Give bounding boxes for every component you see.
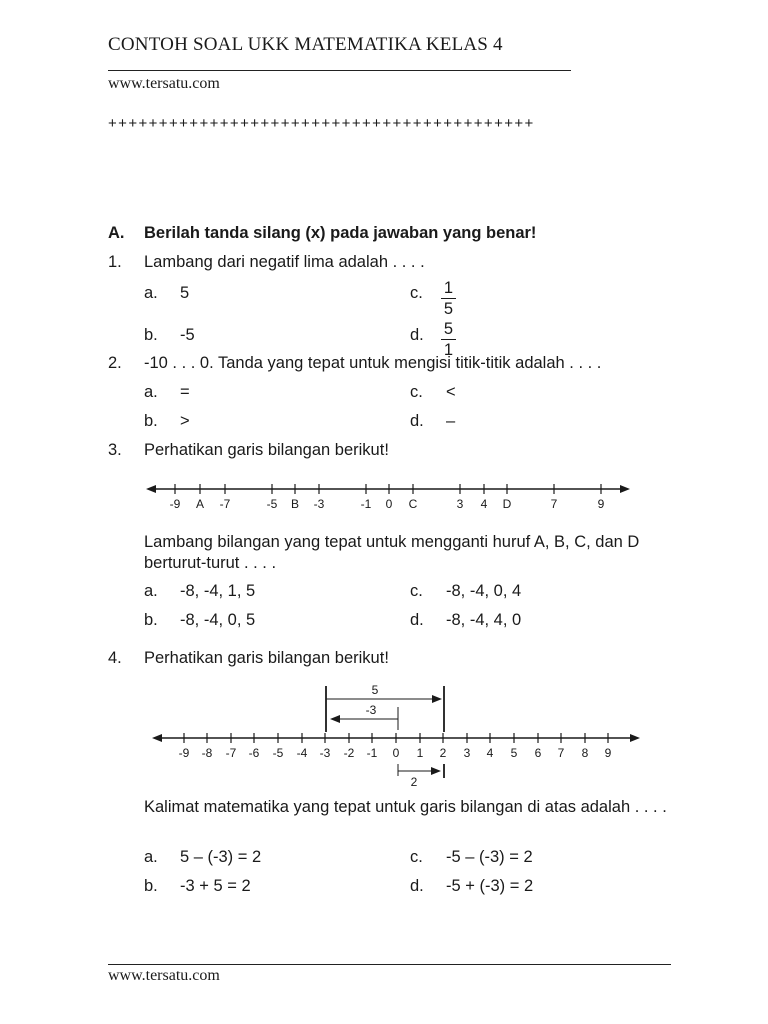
nl4-label: -6 [248, 746, 260, 760]
arrow-head-icon [432, 695, 442, 703]
nl3-label: -7 [219, 497, 231, 511]
arrow-label: 5 [371, 683, 379, 697]
question-number: 1. [108, 253, 122, 271]
nl4-label: 5 [510, 746, 518, 760]
document-title: CONTOH SOAL UKK MATEMATIKA KELAS 4 [108, 34, 503, 55]
option-value: 5 – (-3) = 2 [180, 848, 262, 866]
nl4-label: 0 [392, 746, 400, 760]
option-value: < [446, 383, 456, 401]
option-4b [144, 877, 251, 896]
option-value: -5 [180, 326, 195, 344]
nl3-label: 7 [550, 497, 558, 511]
option-2c [410, 383, 456, 402]
number-line-q4 [0, 680, 768, 800]
plus-separator: ++++++++++++++++++++++++++++++++++++++++++ [108, 115, 535, 132]
option-value: > [180, 412, 190, 430]
option-letter: c. [410, 383, 423, 401]
fraction-denominator: 5 [443, 300, 454, 318]
fraction-numerator: 1 [443, 279, 454, 297]
option-letter: d. [410, 412, 424, 430]
nl4-label: -1 [366, 746, 378, 760]
option-4a [144, 848, 261, 867]
nl4-label: -8 [201, 746, 213, 760]
nl3-label: 3 [456, 497, 464, 511]
nl4-label: -9 [178, 746, 190, 760]
nl4-label: 2 [439, 746, 447, 760]
option-value: -8, -4, 4, 0 [446, 611, 522, 629]
nl4-label: -5 [272, 746, 284, 760]
question-4-paragraph: Kalimat matematika yang tepat untuk garis bilangan di atas adalah . . . . [144, 798, 667, 816]
nl4-label: 4 [486, 746, 494, 760]
nl4-label: 8 [581, 746, 589, 760]
nl3-label: 0 [385, 497, 393, 511]
fraction-bar [441, 298, 456, 299]
option-4c [410, 848, 533, 867]
nl4-label: -4 [296, 746, 308, 760]
option-value: – [446, 412, 456, 430]
option-letter: a. [144, 848, 158, 866]
option-letter: d. [410, 877, 424, 895]
option-3b [144, 611, 255, 630]
nl3-label: B [290, 497, 300, 511]
option-letter: d. [410, 611, 424, 629]
nl3-label: A [195, 497, 205, 511]
question-text: Perhatikan garis bilangan berikut! [144, 649, 389, 667]
nl3-label: -1 [360, 497, 372, 511]
nl3-label: -3 [313, 497, 325, 511]
option-3d [410, 611, 521, 630]
option-value: -5 – (-3) = 2 [446, 848, 533, 866]
footer-website: www.tersatu.com [108, 967, 220, 984]
option-letter: a. [144, 383, 158, 401]
arrow-head-icon [330, 715, 340, 723]
arrow-head-icon [431, 767, 441, 775]
option-letter: b. [144, 326, 158, 344]
section-instruction: Berilah tanda silang (x) pada jawaban yang benar! [144, 224, 537, 242]
option-letter: b. [144, 877, 158, 895]
fraction-numerator: 5 [443, 320, 454, 338]
nl3-label: D [502, 497, 512, 511]
option-letter: a. [144, 582, 158, 600]
nl3-label: 4 [480, 497, 488, 511]
option-letter: b. [144, 611, 158, 629]
option-3a [144, 582, 255, 601]
nl4-label: 1 [416, 746, 424, 760]
arrow-label: 2 [410, 775, 418, 789]
option-letter: b. [144, 412, 158, 430]
option-value: -8, -4, 1, 5 [180, 582, 256, 600]
option-value: -8, -4, 0, 4 [446, 582, 522, 600]
option-value: = [180, 383, 190, 401]
question-number: 2. [108, 354, 122, 372]
option-letter: a. [144, 284, 158, 302]
nl3-label: -9 [169, 497, 181, 511]
option-letter: c. [410, 582, 423, 600]
fraction-denominator: 1 [443, 341, 454, 359]
arrow-label: -3 [365, 703, 377, 717]
question-number: 4. [108, 649, 122, 667]
question-3-paragraph: Lambang bilangan yang tepat untuk mengganti huruf A, B, C, dan D berturut-turut . . . . [144, 533, 640, 572]
question-text: -10 . . . 0. Tanda yang tepat untuk mengisi titik-titik adalah . . . . [144, 354, 602, 372]
nl3-label: 9 [597, 497, 605, 511]
header-rule [108, 70, 571, 71]
option-3c [410, 582, 521, 601]
option-2a [144, 383, 190, 402]
option-value: -3 + 5 = 2 [180, 877, 251, 895]
question-text: Perhatikan garis bilangan berikut! [144, 441, 389, 459]
question-number: 3. [108, 441, 122, 459]
option-2b [144, 412, 190, 431]
option-letter: c. [410, 284, 423, 302]
option-2d [410, 412, 455, 431]
option-1a [144, 284, 189, 303]
option-value: -5 + (-3) = 2 [446, 877, 534, 895]
nl4-label: -3 [319, 746, 331, 760]
nl3-label: C [408, 497, 418, 511]
option-value: -8, -4, 0, 5 [180, 611, 256, 629]
question-text: Lambang dari negatif lima adalah . . . . [144, 253, 425, 271]
nl4-label: 9 [604, 746, 612, 760]
nl4-label: -2 [343, 746, 355, 760]
option-letter: d. [410, 326, 424, 344]
nl4-label: 6 [534, 746, 542, 760]
fraction-one-fifth [441, 279, 456, 318]
fraction-bar [441, 339, 456, 340]
option-letter: c. [410, 848, 423, 866]
section-label: A. [108, 224, 125, 242]
option-value: 5 [180, 284, 190, 302]
header-website: www.tersatu.com [108, 75, 220, 92]
section-heading [108, 224, 536, 243]
nl4-label: 7 [557, 746, 565, 760]
nl4-label: 3 [463, 746, 471, 760]
option-1b [144, 326, 195, 345]
footer-rule [108, 964, 671, 965]
option-4d [410, 877, 533, 896]
nl3-label: -5 [266, 497, 278, 511]
nl4-label: -7 [225, 746, 237, 760]
